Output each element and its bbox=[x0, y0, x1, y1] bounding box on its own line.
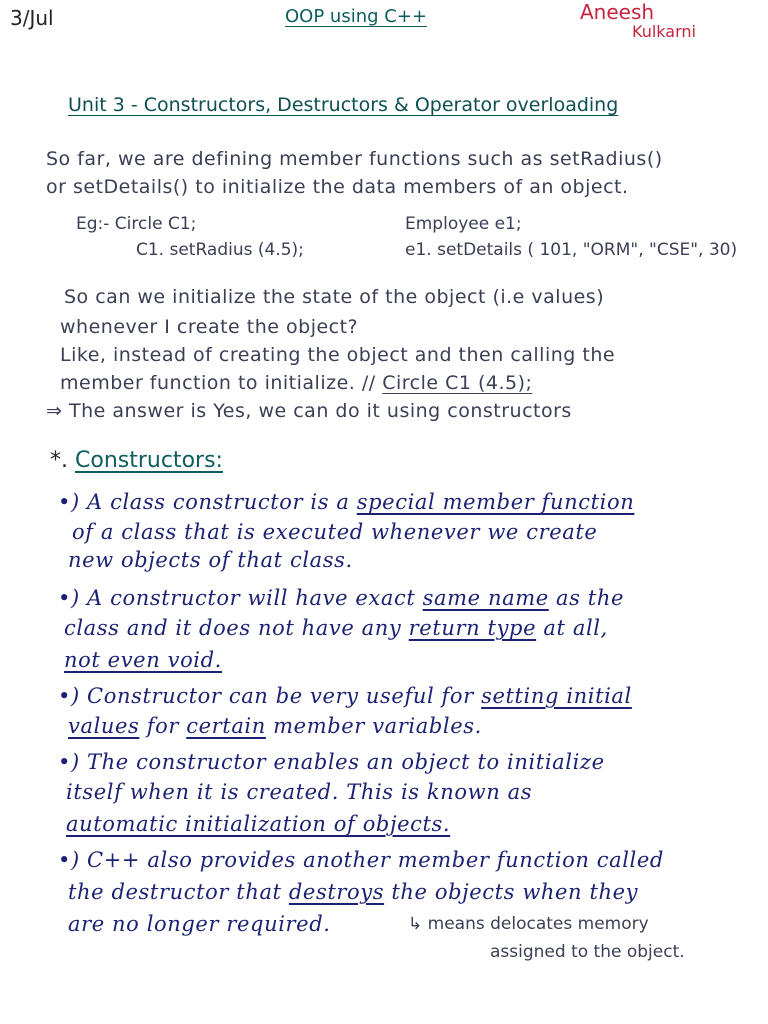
point-2-text-a: •) A constructor will have exact bbox=[58, 586, 423, 610]
point-3-text-a: •) Constructor can be very useful for bbox=[58, 684, 482, 708]
answer-line: ⇒ The answer is Yes, we can do it using constructors bbox=[46, 400, 572, 422]
page-subject-title: OOP using C++ bbox=[285, 6, 427, 27]
point-1-line-3: new objects of that class. bbox=[68, 548, 353, 572]
point-2-line-2-a: class and it does not have any bbox=[64, 616, 409, 640]
heading-star: *. bbox=[50, 448, 68, 473]
point-4-line-2: itself when it is created. This is known as bbox=[66, 780, 533, 804]
question-line-4-text: member function to initialize. // bbox=[60, 372, 376, 394]
point-5-line-3: are no longer required. bbox=[68, 912, 331, 936]
point-2-line-2-c: at all, bbox=[536, 616, 608, 640]
return-type: return type bbox=[408, 616, 537, 640]
point-1-line-1 bbox=[58, 490, 634, 514]
point-5-text-c: the objects when they bbox=[384, 880, 639, 904]
note-line-1: means delocates memory bbox=[427, 914, 649, 934]
special-member-function: special member function bbox=[356, 490, 635, 514]
date: 3/Jul bbox=[10, 6, 54, 30]
question-line-2: whenever I create the object? bbox=[60, 316, 359, 338]
point-3-line-2 bbox=[68, 714, 482, 738]
constructors-heading: Constructors: bbox=[75, 448, 223, 473]
point-4-line-1: •) The constructor enables an object to initialize bbox=[58, 750, 605, 774]
employee-declaration: Employee e1; bbox=[405, 214, 522, 234]
circle-constructor-example: Circle C1 (4.5); bbox=[382, 372, 533, 394]
author-last-name: Kulkarni bbox=[632, 22, 696, 41]
note-line-2: assigned to the object. bbox=[490, 942, 685, 962]
setting-initial: setting initial bbox=[481, 684, 632, 708]
author-first-name: Aneesh bbox=[580, 0, 655, 24]
point-1-line-2: of a class that is executed whenever we create bbox=[72, 520, 598, 544]
intro-line-2: or setDetails() to initialize the data members of an object. bbox=[46, 176, 629, 198]
point-2-text-c: as the bbox=[548, 586, 624, 610]
point-1-text: •) A class constructor is a bbox=[58, 490, 357, 514]
not-even-void: not even void. bbox=[64, 648, 222, 672]
point-3-for: for bbox=[139, 714, 187, 738]
same-name: same name bbox=[422, 586, 549, 610]
intro-line-1: So far, we are defining member functions such as setRadius() bbox=[46, 148, 663, 170]
point-3-line-1 bbox=[58, 684, 632, 708]
automatic-initialization: automatic initialization of objects. bbox=[66, 812, 451, 836]
question-line-1: So can we initialize the state of the object (i.e values) bbox=[64, 286, 605, 308]
values: values bbox=[68, 714, 140, 738]
section-heading bbox=[50, 448, 223, 473]
question-line-4 bbox=[60, 372, 532, 394]
example-label: Eg:- Circle C1; bbox=[76, 214, 197, 234]
employee-call: e1. setDetails ( 101, "ORM", "CSE", 30) bbox=[405, 240, 738, 260]
point-2-line-2 bbox=[64, 616, 608, 640]
question-line-3: Like, instead of creating the object and then calling the bbox=[60, 344, 616, 366]
arrow-icon: ↳ bbox=[408, 914, 423, 934]
certain: certain bbox=[186, 714, 266, 738]
point-5-line-2 bbox=[68, 880, 638, 904]
unit-title: Unit 3 - Constructors, Destructors & Operator overloading bbox=[68, 94, 619, 116]
destroys: destroys bbox=[288, 880, 385, 904]
point-5-line-1: •) C++ also provides another member function called bbox=[58, 848, 664, 872]
point-2-line-1 bbox=[58, 586, 624, 610]
point-3-member-variables: member variables. bbox=[265, 714, 482, 738]
example-call: C1. setRadius (4.5); bbox=[136, 240, 304, 260]
point-5-text-a: the destructor that bbox=[68, 880, 289, 904]
memory-note bbox=[408, 914, 649, 934]
